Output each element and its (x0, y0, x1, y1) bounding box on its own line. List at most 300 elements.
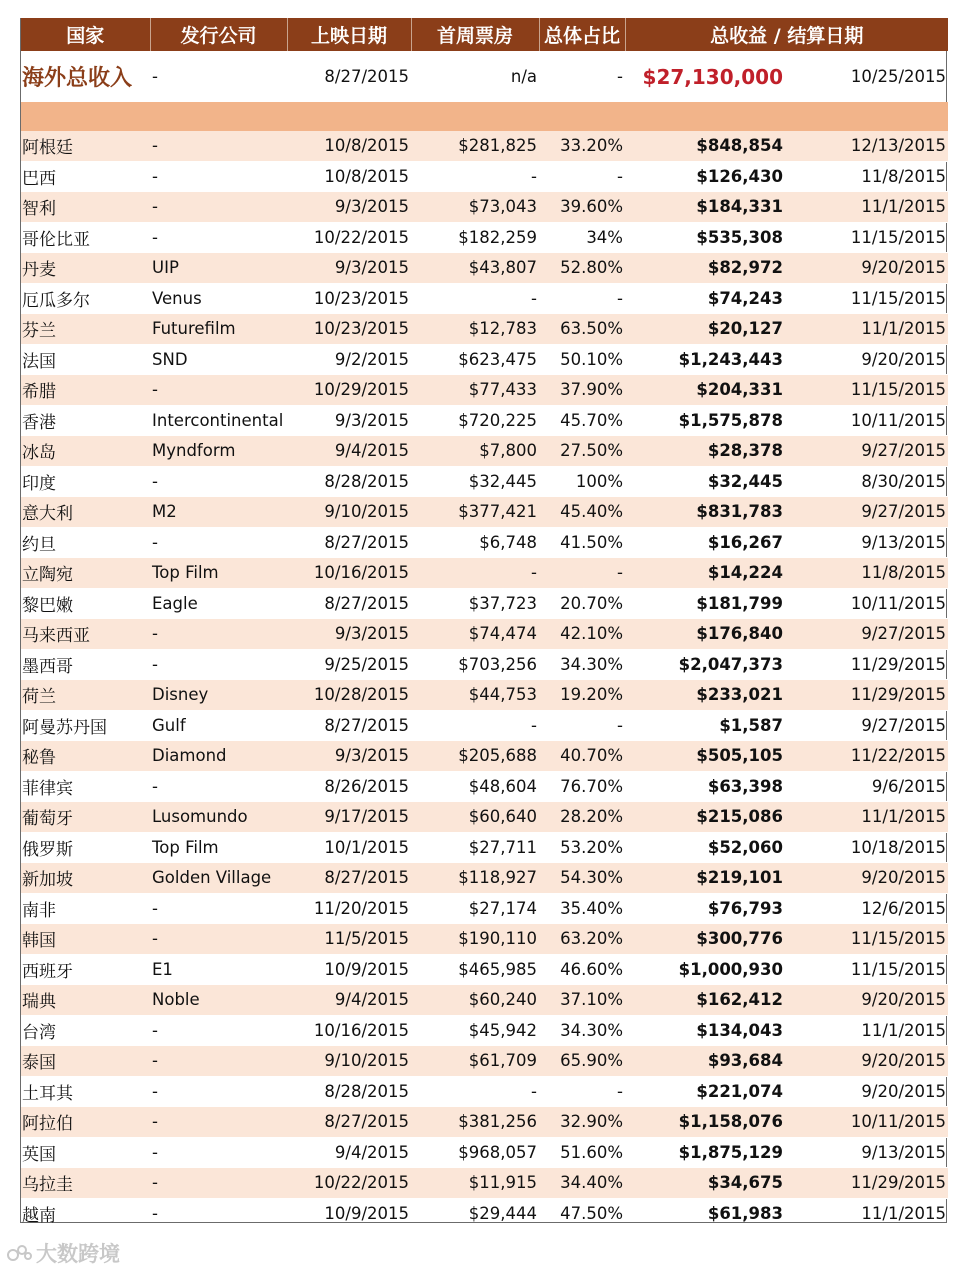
cell-country: 印度 (21, 466, 150, 497)
cell-country: 阿曼苏丹国 (21, 710, 150, 741)
cell-distributor: Golden Village (150, 863, 287, 894)
summary-distributor: - (152, 67, 158, 86)
cell-distributor: Top Film (150, 832, 287, 863)
cell-opening-weekend: $7,800 (411, 436, 539, 467)
cell-settle-date: 11/29/2015 (785, 649, 948, 680)
cell-release-date: 9/3/2015 (287, 405, 411, 436)
table-row (21, 283, 948, 314)
cell-settle-date: 9/20/2015 (785, 253, 948, 284)
table-row (21, 832, 948, 863)
cell-country: 菲律宾 (21, 771, 150, 802)
cell-share: 76.70% (539, 771, 625, 802)
cell-total-revenue: $28,378 (625, 436, 785, 467)
cell-distributor: SND (150, 344, 287, 375)
cell-opening-weekend: - (411, 283, 539, 314)
cell-settle-date: 9/13/2015 (785, 527, 948, 558)
cell-distributor: Top Film (150, 558, 287, 589)
cell-release-date: 9/10/2015 (287, 497, 411, 528)
table-row (21, 222, 948, 253)
cell-opening-weekend: $182,259 (411, 222, 539, 253)
cell-total-revenue: $74,243 (625, 283, 785, 314)
cell-opening-weekend: $12,783 (411, 314, 539, 345)
cell-share: 34.30% (539, 649, 625, 680)
table-row (21, 497, 948, 528)
cell-share: 34.30% (539, 1015, 625, 1046)
cell-release-date: 9/3/2015 (287, 741, 411, 772)
table-row (21, 131, 948, 161)
cell-country: 巴西 (21, 161, 150, 192)
table-row (21, 527, 948, 558)
table-row (21, 954, 948, 985)
cell-total-revenue: $14,224 (625, 558, 785, 589)
cell-opening-weekend: $6,748 (411, 527, 539, 558)
cell-release-date: 9/3/2015 (287, 192, 411, 223)
cell-release-date: 9/2/2015 (287, 344, 411, 375)
cell-distributor: Diamond (150, 741, 287, 772)
cell-release-date: 10/28/2015 (287, 680, 411, 711)
cell-share: 46.60% (539, 954, 625, 985)
cell-total-revenue: $215,086 (625, 802, 785, 833)
cell-release-date: 9/25/2015 (287, 649, 411, 680)
cell-country: 香港 (21, 405, 150, 436)
cell-opening-weekend: $60,640 (411, 802, 539, 833)
cell-total-revenue: $76,793 (625, 893, 785, 924)
cell-total-revenue: $219,101 (625, 863, 785, 894)
cell-settle-date: 11/1/2015 (785, 1015, 948, 1046)
cell-country: 新加坡 (21, 863, 150, 894)
cell-release-date: 8/26/2015 (287, 771, 411, 802)
cell-distributor: - (150, 466, 287, 497)
cell-opening-weekend: $48,604 (411, 771, 539, 802)
table-row (21, 1168, 948, 1199)
cell-total-revenue: $204,331 (625, 375, 785, 406)
cell-country: 厄瓜多尔 (21, 283, 150, 314)
cell-total-revenue: $221,074 (625, 1076, 785, 1107)
cell-opening-weekend: $968,057 (411, 1137, 539, 1168)
cell-opening-weekend: - (411, 558, 539, 589)
cell-release-date: 11/5/2015 (287, 924, 411, 955)
cell-share: 33.20% (539, 131, 625, 161)
table-row (21, 1015, 948, 1046)
header-row (21, 18, 948, 51)
table-row (21, 314, 948, 345)
header-share: 总体占比 (539, 18, 625, 51)
cell-settle-date: 11/15/2015 (785, 954, 948, 985)
cell-distributor: Intercontinental (150, 405, 287, 436)
summary-share: - (617, 67, 623, 86)
cell-settle-date: 9/6/2015 (785, 771, 948, 802)
cell-release-date: 10/1/2015 (287, 832, 411, 863)
cell-distributor: - (150, 1168, 287, 1199)
cell-share: 50.10% (539, 344, 625, 375)
cell-settle-date: 9/20/2015 (785, 1046, 948, 1077)
cell-release-date: 9/17/2015 (287, 802, 411, 833)
summary-total: $27,130,000 (642, 64, 783, 89)
header-opening-weekend: 首周票房 (411, 18, 539, 51)
summary-settle: 10/25/2015 (850, 67, 947, 86)
watermark-logo-icon (6, 1242, 32, 1264)
cell-share: - (539, 161, 625, 192)
cell-distributor: - (150, 1076, 287, 1107)
cell-distributor: Gulf (150, 710, 287, 741)
cell-settle-date: 9/27/2015 (785, 710, 948, 741)
cell-country: 葡萄牙 (21, 802, 150, 833)
cell-opening-weekend: $205,688 (411, 741, 539, 772)
cell-settle-date: 9/27/2015 (785, 619, 948, 650)
cell-share: 65.90% (539, 1046, 625, 1077)
table-row (21, 924, 948, 955)
table-row (21, 741, 948, 772)
table-row (21, 802, 948, 833)
cell-country: 丹麦 (21, 253, 150, 284)
cell-total-revenue: $162,412 (625, 985, 785, 1016)
cell-country: 黎巴嫩 (21, 588, 150, 619)
cell-settle-date: 11/29/2015 (785, 1168, 948, 1199)
table-row (21, 344, 948, 375)
cell-share: - (539, 710, 625, 741)
cell-release-date: 9/10/2015 (287, 1046, 411, 1077)
cell-total-revenue: $61,983 (625, 1198, 785, 1229)
cell-settle-date: 11/1/2015 (785, 802, 948, 833)
table-row (21, 466, 948, 497)
cell-settle-date: 11/15/2015 (785, 222, 948, 253)
cell-settle-date: 9/20/2015 (785, 1076, 948, 1107)
cell-share: 47.50% (539, 1198, 625, 1229)
cell-settle-date: 9/20/2015 (785, 344, 948, 375)
cell-distributor: - (150, 1137, 287, 1168)
cell-release-date: 11/20/2015 (287, 893, 411, 924)
cell-total-revenue: $1,000,930 (625, 954, 785, 985)
cell-share: 19.20% (539, 680, 625, 711)
cell-opening-weekend: $44,753 (411, 680, 539, 711)
table-row (21, 863, 948, 894)
cell-country: 马来西亚 (21, 619, 150, 650)
box-office-sheet (20, 18, 947, 1226)
cell-settle-date: 11/29/2015 (785, 680, 948, 711)
cell-distributor: - (150, 924, 287, 955)
cell-opening-weekend: $32,445 (411, 466, 539, 497)
cell-release-date: 9/3/2015 (287, 619, 411, 650)
cell-total-revenue: $1,243,443 (625, 344, 785, 375)
cell-distributor: - (150, 1198, 287, 1229)
cell-release-date: 8/27/2015 (287, 588, 411, 619)
cell-release-date: 8/28/2015 (287, 466, 411, 497)
cell-opening-weekend: $27,174 (411, 893, 539, 924)
cell-opening-weekend: $74,474 (411, 619, 539, 650)
cell-total-revenue: $93,684 (625, 1046, 785, 1077)
cell-total-revenue: $176,840 (625, 619, 785, 650)
cell-release-date: 10/9/2015 (287, 954, 411, 985)
cell-release-date: 8/27/2015 (287, 863, 411, 894)
table-row (21, 405, 948, 436)
cell-country: 立陶宛 (21, 558, 150, 589)
cell-distributor: - (150, 649, 287, 680)
cell-settle-date: 11/8/2015 (785, 558, 948, 589)
cell-share: 28.20% (539, 802, 625, 833)
cell-share: 45.40% (539, 497, 625, 528)
table-row (21, 649, 948, 680)
cell-country: 乌拉圭 (21, 1168, 150, 1199)
cell-distributor: - (150, 619, 287, 650)
cell-total-revenue: $82,972 (625, 253, 785, 284)
cell-release-date: 9/4/2015 (287, 985, 411, 1016)
cell-opening-weekend: $43,807 (411, 253, 539, 284)
cell-country: 芬兰 (21, 314, 150, 345)
header-release-date: 上映日期 (287, 18, 411, 51)
table-row (21, 1107, 948, 1138)
cell-opening-weekend: $703,256 (411, 649, 539, 680)
cell-total-revenue: $16,267 (625, 527, 785, 558)
cell-country: 英国 (21, 1137, 150, 1168)
cell-share: 34.40% (539, 1168, 625, 1199)
cell-country: 台湾 (21, 1015, 150, 1046)
cell-distributor: - (150, 375, 287, 406)
cell-country: 阿拉伯 (21, 1107, 150, 1138)
cell-distributor: Myndform (150, 436, 287, 467)
cell-distributor: - (150, 527, 287, 558)
table-row (21, 192, 948, 223)
cell-release-date: 10/16/2015 (287, 558, 411, 589)
cell-total-revenue: $1,575,878 (625, 405, 785, 436)
box-office-table (21, 18, 948, 1229)
header-country: 国家 (21, 18, 150, 51)
header-distributor: 发行公司 (150, 18, 287, 51)
cell-settle-date: 9/27/2015 (785, 497, 948, 528)
cell-release-date: 9/4/2015 (287, 1137, 411, 1168)
cell-opening-weekend: $45,942 (411, 1015, 539, 1046)
cell-distributor: - (150, 771, 287, 802)
summary-release: 8/27/2015 (324, 67, 409, 86)
cell-country: 俄罗斯 (21, 832, 150, 863)
cell-total-revenue: $184,331 (625, 192, 785, 223)
cell-total-revenue: $63,398 (625, 771, 785, 802)
cell-release-date: 9/3/2015 (287, 253, 411, 284)
cell-release-date: 8/27/2015 (287, 527, 411, 558)
cell-settle-date: 11/15/2015 (785, 283, 948, 314)
table-row (21, 1198, 948, 1229)
cell-country: 约旦 (21, 527, 150, 558)
cell-settle-date: 11/15/2015 (785, 375, 948, 406)
table-row (21, 680, 948, 711)
cell-distributor: Venus (150, 283, 287, 314)
summary-row (21, 51, 948, 102)
cell-total-revenue: $535,308 (625, 222, 785, 253)
cell-release-date: 10/23/2015 (287, 283, 411, 314)
cell-share: 53.20% (539, 832, 625, 863)
cell-release-date: 10/9/2015 (287, 1198, 411, 1229)
cell-release-date: 10/8/2015 (287, 131, 411, 161)
cell-release-date: 8/27/2015 (287, 1107, 411, 1138)
cell-total-revenue: $1,158,076 (625, 1107, 785, 1138)
cell-distributor: - (150, 893, 287, 924)
cell-total-revenue: $1,875,129 (625, 1137, 785, 1168)
cell-settle-date: 10/11/2015 (785, 405, 948, 436)
cell-total-revenue: $34,675 (625, 1168, 785, 1199)
cell-share: 45.70% (539, 405, 625, 436)
cell-release-date: 8/27/2015 (287, 710, 411, 741)
cell-total-revenue: $181,799 (625, 588, 785, 619)
cell-country: 墨西哥 (21, 649, 150, 680)
cell-opening-weekend: $623,475 (411, 344, 539, 375)
table-row (21, 1046, 948, 1077)
cell-total-revenue: $52,060 (625, 832, 785, 863)
cell-opening-weekend: - (411, 710, 539, 741)
summary-opening: n/a (510, 67, 537, 86)
cell-share: - (539, 558, 625, 589)
cell-country: 韩国 (21, 924, 150, 955)
cell-opening-weekend: $381,256 (411, 1107, 539, 1138)
cell-distributor: Eagle (150, 588, 287, 619)
summary-label: 海外总收入 (22, 66, 133, 91)
cell-distributor: - (150, 192, 287, 223)
cell-country: 意大利 (21, 497, 150, 528)
cell-release-date: 10/22/2015 (287, 1168, 411, 1199)
cell-settle-date: 11/1/2015 (785, 192, 948, 223)
cell-share: 20.70% (539, 588, 625, 619)
watermark (6, 1238, 120, 1268)
table-row (21, 558, 948, 589)
cell-country: 秘鲁 (21, 741, 150, 772)
cell-share: 35.40% (539, 893, 625, 924)
cell-total-revenue: $126,430 (625, 161, 785, 192)
cell-opening-weekend: $11,915 (411, 1168, 539, 1199)
cell-country: 土耳其 (21, 1076, 150, 1107)
cell-country: 哥伦比亚 (21, 222, 150, 253)
separator-cell (21, 102, 948, 131)
cell-total-revenue: $1,587 (625, 710, 785, 741)
cell-release-date: 9/4/2015 (287, 436, 411, 467)
cell-distributor: - (150, 1046, 287, 1077)
cell-distributor: M2 (150, 497, 287, 528)
cell-settle-date: 10/18/2015 (785, 832, 948, 863)
watermark-text: 大数跨境 (36, 1242, 120, 1266)
cell-share: 34% (539, 222, 625, 253)
cell-country: 荷兰 (21, 680, 150, 711)
cell-opening-weekend: $190,110 (411, 924, 539, 955)
cell-settle-date: 11/1/2015 (785, 314, 948, 345)
cell-share: 32.90% (539, 1107, 625, 1138)
cell-country: 希腊 (21, 375, 150, 406)
cell-distributor: Lusomundo (150, 802, 287, 833)
cell-distributor: - (150, 1107, 287, 1138)
cell-opening-weekend: $77,433 (411, 375, 539, 406)
cell-country: 法国 (21, 344, 150, 375)
cell-share: 41.50% (539, 527, 625, 558)
cell-distributor: - (150, 1015, 287, 1046)
cell-distributor: - (150, 222, 287, 253)
cell-distributor: Futurefilm (150, 314, 287, 345)
cell-share: 37.90% (539, 375, 625, 406)
cell-share: 52.80% (539, 253, 625, 284)
cell-settle-date: 9/13/2015 (785, 1137, 948, 1168)
cell-settle-date: 10/11/2015 (785, 588, 948, 619)
cell-total-revenue: $20,127 (625, 314, 785, 345)
cell-release-date: 8/28/2015 (287, 1076, 411, 1107)
cell-opening-weekend: $61,709 (411, 1046, 539, 1077)
cell-release-date: 10/8/2015 (287, 161, 411, 192)
table-row (21, 1076, 948, 1107)
cell-country: 南非 (21, 893, 150, 924)
table-row (21, 985, 948, 1016)
cell-opening-weekend: $60,240 (411, 985, 539, 1016)
cell-share: 42.10% (539, 619, 625, 650)
cell-total-revenue: $848,854 (625, 131, 785, 161)
table-row (21, 253, 948, 284)
cell-opening-weekend: $465,985 (411, 954, 539, 985)
cell-settle-date: 11/1/2015 (785, 1198, 948, 1229)
cell-total-revenue: $505,105 (625, 741, 785, 772)
cell-settle-date: 12/13/2015 (785, 131, 948, 161)
cell-settle-date: 11/8/2015 (785, 161, 948, 192)
table-row (21, 1137, 948, 1168)
cell-country: 冰岛 (21, 436, 150, 467)
cell-share: 51.60% (539, 1137, 625, 1168)
cell-opening-weekend: $27,711 (411, 832, 539, 863)
cell-settle-date: 10/11/2015 (785, 1107, 948, 1138)
cell-share: 39.60% (539, 192, 625, 223)
cell-release-date: 10/29/2015 (287, 375, 411, 406)
cell-share: 63.20% (539, 924, 625, 955)
cell-country: 智利 (21, 192, 150, 223)
cell-opening-weekend: $281,825 (411, 131, 539, 161)
cell-settle-date: 8/30/2015 (785, 466, 948, 497)
cell-total-revenue: $32,445 (625, 466, 785, 497)
cell-opening-weekend: $720,225 (411, 405, 539, 436)
cell-opening-weekend: $29,444 (411, 1198, 539, 1229)
cell-settle-date: 9/20/2015 (785, 863, 948, 894)
table-row (21, 375, 948, 406)
cell-country: 越南 (21, 1198, 150, 1229)
cell-opening-weekend: - (411, 161, 539, 192)
cell-distributor: UIP (150, 253, 287, 284)
cell-opening-weekend: $377,421 (411, 497, 539, 528)
cell-share: 54.30% (539, 863, 625, 894)
cell-share: 27.50% (539, 436, 625, 467)
cell-distributor: Disney (150, 680, 287, 711)
cell-share: 40.70% (539, 741, 625, 772)
table-row (21, 893, 948, 924)
cell-opening-weekend: - (411, 1076, 539, 1107)
cell-share: 37.10% (539, 985, 625, 1016)
table-row (21, 710, 948, 741)
cell-settle-date: 11/22/2015 (785, 741, 948, 772)
cell-distributor: - (150, 131, 287, 161)
table-row (21, 588, 948, 619)
table-row (21, 771, 948, 802)
cell-distributor: E1 (150, 954, 287, 985)
cell-total-revenue: $134,043 (625, 1015, 785, 1046)
cell-share: 63.50% (539, 314, 625, 345)
cell-total-revenue: $831,783 (625, 497, 785, 528)
table-row (21, 436, 948, 467)
cell-distributor: Noble (150, 985, 287, 1016)
cell-country: 西班牙 (21, 954, 150, 985)
cell-release-date: 10/16/2015 (287, 1015, 411, 1046)
cell-share: - (539, 283, 625, 314)
cell-opening-weekend: $37,723 (411, 588, 539, 619)
cell-share: - (539, 1076, 625, 1107)
cell-opening-weekend: $73,043 (411, 192, 539, 223)
cell-opening-weekend: $118,927 (411, 863, 539, 894)
cell-release-date: 10/23/2015 (287, 314, 411, 345)
cell-total-revenue: $2,047,373 (625, 649, 785, 680)
cell-total-revenue: $233,021 (625, 680, 785, 711)
separator-band (21, 102, 948, 131)
cell-distributor: - (150, 161, 287, 192)
header-total-settle: 总收益 / 结算日期 (625, 18, 948, 51)
cell-settle-date: 11/15/2015 (785, 924, 948, 955)
table-row (21, 161, 948, 192)
